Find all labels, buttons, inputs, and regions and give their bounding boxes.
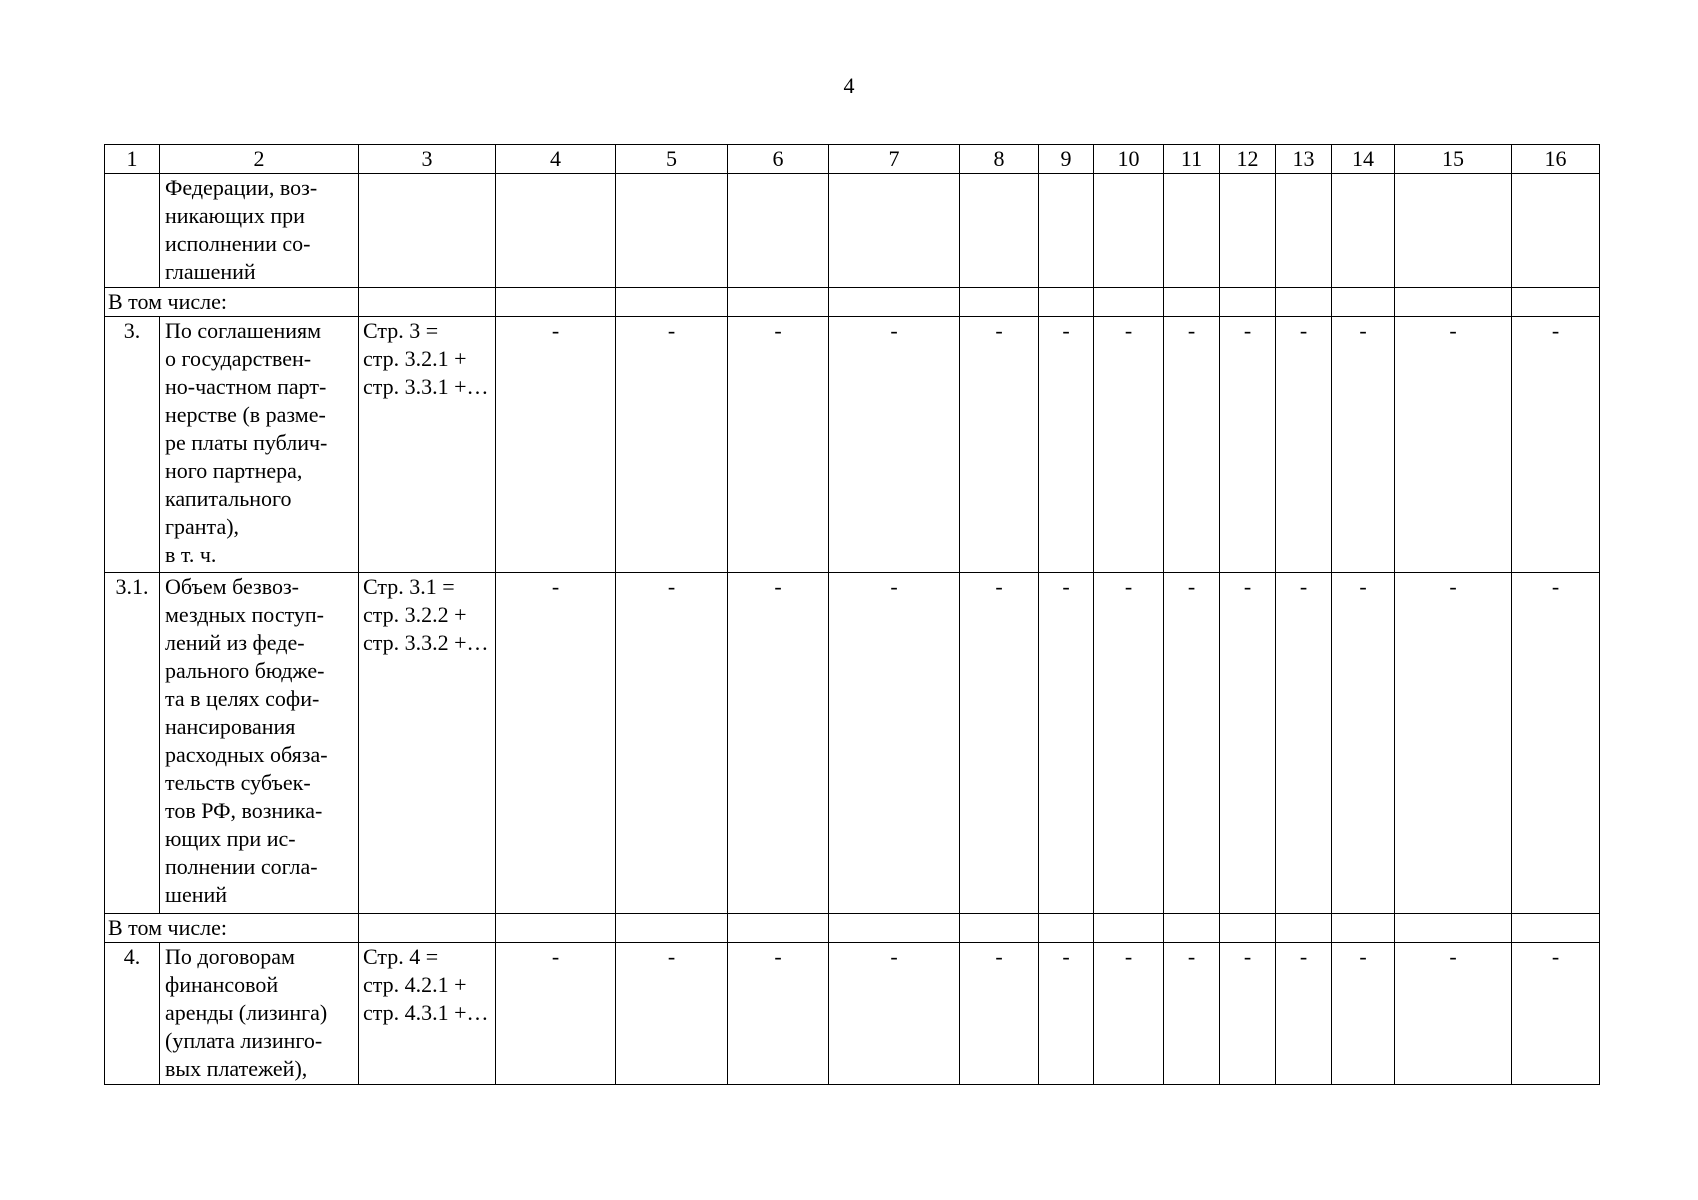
column-header: 13 — [1276, 145, 1332, 174]
value-cell: - — [1395, 317, 1512, 573]
value-cell: - — [1220, 573, 1276, 914]
value-cell: - — [1094, 317, 1164, 573]
value-cell: - — [496, 317, 616, 573]
column-header: 8 — [960, 145, 1039, 174]
column-header: 4 — [496, 145, 616, 174]
row-name-cell: Федерации, воз- никающих при исполнении со- глашений — [160, 174, 359, 288]
table-cell — [1395, 914, 1512, 943]
table-cell — [1039, 288, 1094, 317]
column-header: 9 — [1039, 145, 1094, 174]
value-cell: - — [496, 943, 616, 1085]
value-cell: - — [1220, 943, 1276, 1085]
value-cell: - — [1512, 943, 1600, 1085]
column-header: 10 — [1094, 145, 1164, 174]
table-cell — [1094, 174, 1164, 288]
row-formula-cell: Стр. 3 = стр. 3.2.1 + стр. 3.3.1 +… — [359, 317, 496, 573]
value-cell: - — [728, 317, 829, 573]
value-cell: - — [616, 943, 728, 1085]
table-cell — [1164, 914, 1220, 943]
column-header: 15 — [1395, 145, 1512, 174]
value-cell: - — [1164, 317, 1220, 573]
table-cell — [496, 288, 616, 317]
table-cell — [616, 174, 728, 288]
row-formula-cell: Стр. 4 = стр. 4.2.1 + стр. 4.3.1 +… — [359, 943, 496, 1085]
value-cell: - — [1276, 317, 1332, 573]
table-row-3 — [105, 317, 1600, 573]
value-cell: - — [1094, 573, 1164, 914]
table-cell — [496, 914, 616, 943]
value-cell: - — [829, 943, 960, 1085]
value-cell: - — [960, 943, 1039, 1085]
table-cell — [728, 914, 829, 943]
table-cell — [1094, 914, 1164, 943]
table-cell — [1276, 174, 1332, 288]
table-cell — [105, 174, 160, 288]
column-header: 2 — [160, 145, 359, 174]
table-cell — [728, 288, 829, 317]
value-cell: - — [1164, 573, 1220, 914]
table-cell — [1220, 288, 1276, 317]
table-cell — [1164, 288, 1220, 317]
row-name-cell: По соглашениям о государствен- но-частном парт- нерстве (в разме- ре платы публич- ного партнера, капитального гранта), в т. ч. — [160, 317, 359, 573]
table-cell — [616, 914, 728, 943]
column-header: 5 — [616, 145, 728, 174]
data-table — [104, 144, 1600, 1085]
section-row — [105, 914, 1600, 943]
table-cell — [1164, 174, 1220, 288]
table-cell — [829, 174, 960, 288]
row-number: 3.1. — [105, 573, 160, 914]
value-cell: - — [1512, 317, 1600, 573]
table-cell — [496, 174, 616, 288]
value-cell: - — [1512, 573, 1600, 914]
table-cell — [1395, 174, 1512, 288]
row-number: 4. — [105, 943, 160, 1085]
table-cell — [960, 174, 1039, 288]
table-cell — [1220, 174, 1276, 288]
table-cell — [1039, 174, 1094, 288]
value-cell: - — [960, 573, 1039, 914]
value-cell: - — [1039, 573, 1094, 914]
value-cell: - — [829, 573, 960, 914]
table-row-3-1 — [105, 573, 1600, 914]
column-header: 1 — [105, 145, 160, 174]
row-name-cell: По договорам финансовой аренды (лизинга) (уплата лизинго- вых платежей), — [160, 943, 359, 1085]
table-cell — [1512, 914, 1600, 943]
row-formula-cell: Стр. 3.1 = стр. 3.2.2 + стр. 3.3.2 +… — [359, 573, 496, 914]
column-header: 11 — [1164, 145, 1220, 174]
value-cell: - — [1094, 943, 1164, 1085]
table-cell — [829, 914, 960, 943]
value-cell: - — [829, 317, 960, 573]
table-cell — [960, 914, 1039, 943]
value-cell: - — [616, 317, 728, 573]
value-cell: - — [1332, 573, 1395, 914]
value-cell: - — [1395, 573, 1512, 914]
value-cell: - — [1332, 317, 1395, 573]
table-cell — [1332, 288, 1395, 317]
table-cell — [616, 288, 728, 317]
table-cell — [359, 288, 496, 317]
column-header: 14 — [1332, 145, 1395, 174]
table-cell — [1512, 288, 1600, 317]
value-cell: - — [496, 573, 616, 914]
table-cell — [1512, 174, 1600, 288]
section-label: В том числе: — [105, 914, 359, 943]
table-cell — [359, 174, 496, 288]
value-cell: - — [1276, 943, 1332, 1085]
value-cell: - — [1039, 317, 1094, 573]
value-cell: - — [1395, 943, 1512, 1085]
table-row-4 — [105, 943, 1600, 1085]
table-cell — [728, 174, 829, 288]
table-cell — [1332, 174, 1395, 288]
table-cell — [960, 288, 1039, 317]
value-cell: - — [1039, 943, 1094, 1085]
table-cell — [1276, 288, 1332, 317]
column-header: 6 — [728, 145, 829, 174]
table-cell — [829, 288, 960, 317]
value-cell: - — [1164, 943, 1220, 1085]
column-header: 16 — [1512, 145, 1600, 174]
value-cell: - — [616, 573, 728, 914]
section-row — [105, 288, 1600, 317]
table-cell — [1332, 914, 1395, 943]
column-header: 7 — [829, 145, 960, 174]
value-cell: - — [1220, 317, 1276, 573]
column-header: 12 — [1220, 145, 1276, 174]
table-row-continuation — [105, 174, 1600, 288]
column-header: 3 — [359, 145, 496, 174]
table-cell — [1276, 914, 1332, 943]
value-cell: - — [960, 317, 1039, 573]
section-label: В том числе: — [105, 288, 359, 317]
row-name-cell: Объем безвоз- мездных поступ- лений из феде- рального бюдже- та в целях софи- нансирования расходных обяза- тельств субъек- тов РФ, возника- ющих при ис- полнении согла- шений — [160, 573, 359, 914]
value-cell: - — [728, 943, 829, 1085]
table-cell — [359, 914, 496, 943]
table-cell — [1094, 288, 1164, 317]
value-cell: - — [1276, 573, 1332, 914]
value-cell: - — [728, 573, 829, 914]
value-cell: - — [1332, 943, 1395, 1085]
table-cell — [1395, 288, 1512, 317]
table-cell — [1220, 914, 1276, 943]
table-cell — [1039, 914, 1094, 943]
column-header-row — [105, 145, 1600, 174]
row-number: 3. — [105, 317, 160, 573]
page-number: 4 — [843, 73, 855, 98]
